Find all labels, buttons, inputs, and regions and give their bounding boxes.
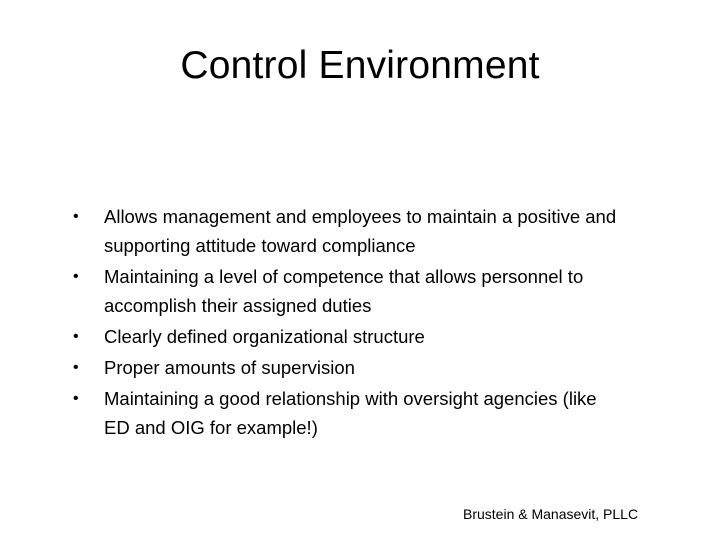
bullet-text: Proper amounts of supervision [104, 357, 355, 378]
bullet-list [73, 201, 673, 443]
bullet-text-continued: accomplish their assigned duties [104, 295, 372, 316]
bullet-marker: • [73, 328, 79, 345]
bullet-marker: • [73, 208, 79, 225]
bullet-marker: • [73, 390, 79, 407]
bullet-text-continued: ED and OIG for example!) [104, 417, 318, 438]
bullet-text: Maintaining a good relationship with oversight agencies (like [104, 388, 597, 409]
bullet-text-continued: supporting attitude toward compliance [104, 235, 416, 256]
bullet-item [73, 383, 673, 443]
slide-title: Control Environment [180, 44, 540, 87]
bullet-text: Allows management and employees to maintain a positive and [104, 206, 617, 227]
bullet-text: Clearly defined organizational structure [104, 326, 425, 347]
bullet-item [73, 261, 673, 321]
bullet-item [73, 321, 673, 352]
footer-credit: Brustein & Manasevit, PLLC [463, 506, 639, 522]
bullet-item [73, 201, 673, 261]
bullet-marker: • [73, 268, 79, 285]
bullet-item [73, 352, 673, 383]
bullet-marker: • [73, 359, 79, 376]
bullet-text: Maintaining a level of competence that allows personnel to [104, 266, 584, 287]
